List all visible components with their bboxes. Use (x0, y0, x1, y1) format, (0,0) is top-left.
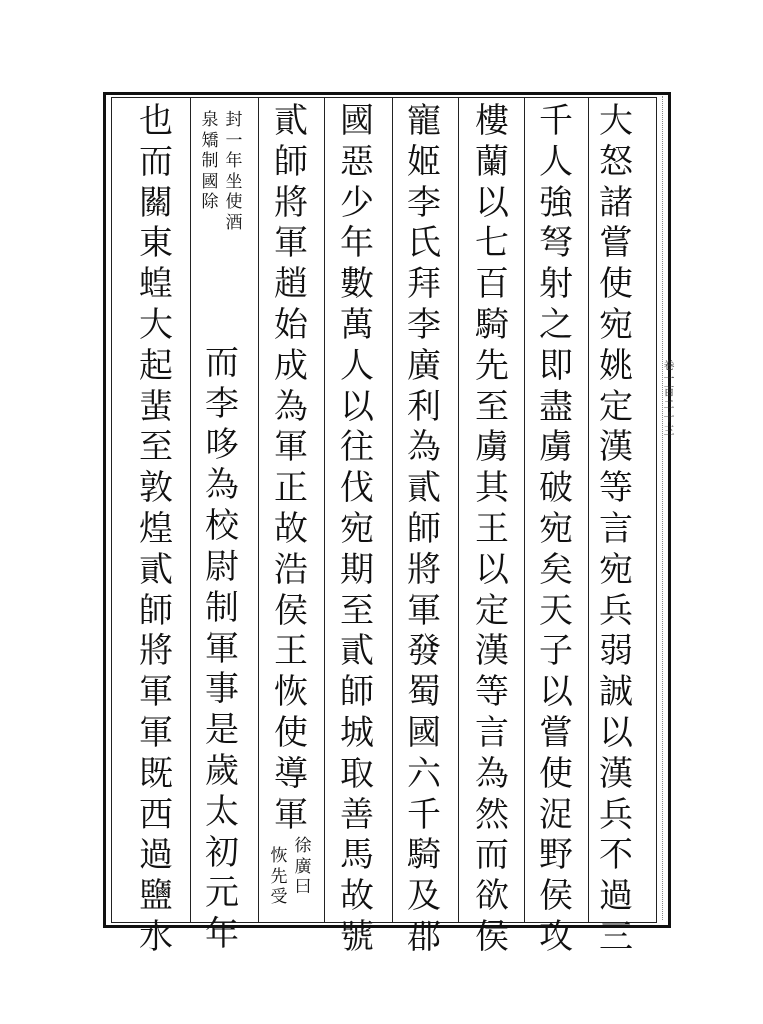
text-column: 貳 師 將 軍 趙 始 成 為 軍 正 故 浩 侯 王 恢 使 導 軍 (274, 101, 308, 835)
column-rule (190, 98, 191, 922)
text-column: 恢 先 受 (270, 846, 288, 907)
column-rule (324, 98, 325, 922)
text-column: 泉 矯 制 國 除 (201, 110, 219, 212)
text-column: 而 李 哆 為 校 尉 制 軍 事 是 歲 太 初 元 年 (205, 343, 239, 955)
column-rule (588, 98, 589, 922)
text-column: 寵 姬 李 氏 拜 李 廣 利 為 貳 師 將 軍 發 蜀 國 六 千 騎 及 郡 (407, 101, 441, 957)
column-rule (458, 98, 459, 922)
page-edge-fold (662, 96, 673, 920)
text-column: 國 惡 少 年 數 萬 人 以 往 伐 宛 期 至 貳 師 城 取 善 馬 故 號 (340, 101, 374, 957)
text-column: 封 一 年 坐 使 酒 (225, 110, 243, 233)
text-column: 徐 廣 曰 (294, 836, 312, 897)
column-rule (258, 98, 259, 922)
text-column: 大 怒 諸 嘗 使 宛 姚 定 漢 等 言 宛 兵 弱 誠 以 漢 兵 不 過 三 (599, 101, 633, 957)
column-rule (524, 98, 525, 922)
column-rule (392, 98, 393, 922)
text-column: 千 人 強 弩 射 之 即 盡 虜 破 宛 矣 天 子 以 嘗 使 浞 野 侯 攻 (539, 101, 573, 957)
text-column: 樓 蘭 以 七 百 騎 先 至 虜 其 王 以 定 漢 等 言 為 然 而 欲 侯 (475, 101, 509, 957)
text-column: 也 而 關 東 蝗 大 起 蜚 至 敦 煌 貳 師 將 軍 軍 既 西 過 鹽 水 (139, 101, 173, 957)
margin-label: 卷 一 百 二 十 三 (663, 359, 675, 437)
